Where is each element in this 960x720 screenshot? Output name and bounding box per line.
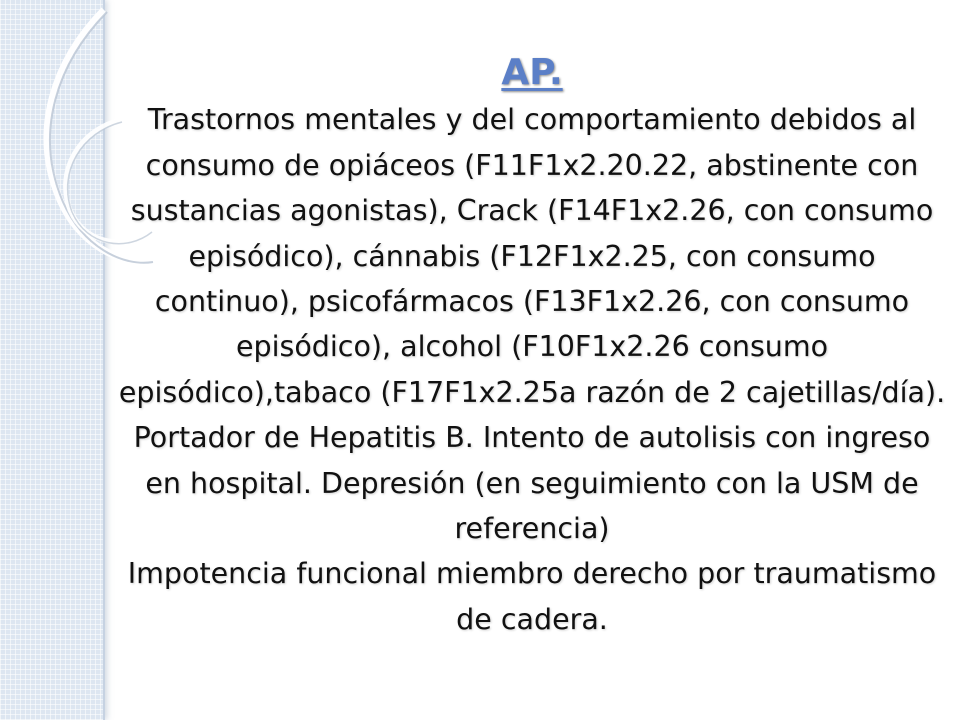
decorative-side-band <box>0 0 105 720</box>
slide-title: AP. <box>501 52 563 93</box>
paragraph-impotence: Impotencia funcional miembro derecho por traumatismo de cadera. <box>127 557 937 636</box>
paragraph-history: Portador de Hepatitis B. Intento de autolisis con ingreso en hospital. Depresión (en seguimiento con la USM de referencia) <box>133 421 931 546</box>
paragraph-diagnoses: Trastornos mentales y del comportamiento debidos al consumo de opiáceos (F11F1x2.20.22, abstinente con sustancias agonistas), Crack (F14F1x2.26, con consumo episódico), cánnabis (F12F1x2.25, con consumo continuo), psicofármacos (F13F1x2.26, con consumo episódico), alcohol (F10F1x2.26 consumo episódico),tabaco (F17F1x2.25a razón de 2 cajetillas/día). <box>118 103 946 409</box>
slide-content <box>112 52 952 642</box>
